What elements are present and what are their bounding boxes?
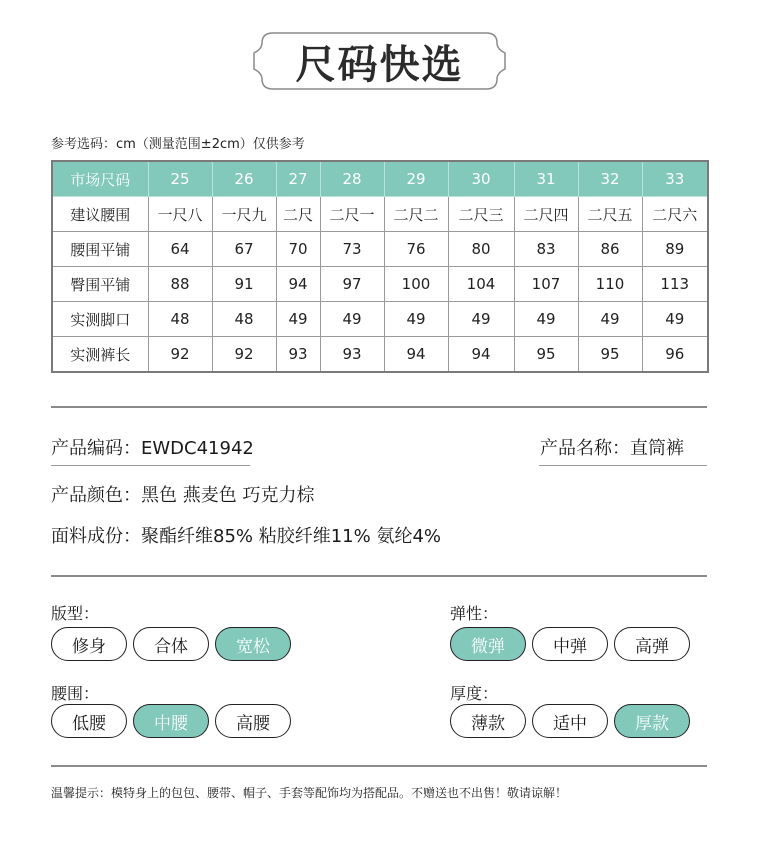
table-cell: 113 (642, 267, 708, 302)
table-cell: 86 (578, 232, 642, 267)
divider (51, 406, 707, 408)
table-cell: 96 (642, 337, 708, 373)
table-cell: 94 (448, 337, 514, 373)
table-header-row (52, 161, 708, 197)
product-code: 产品编码：EWDC41942 (51, 438, 254, 459)
elasticity-option-pill[interactable]: 微弹 (450, 627, 526, 661)
table-cell: 49 (276, 302, 320, 337)
size-header-cell: 27 (276, 161, 320, 197)
reference-note: 参考选码：cm（测量范围±2cm）仅供参考 (51, 137, 305, 152)
table-cell: 49 (320, 302, 384, 337)
product-fabric: 面料成份：聚酯纤维85% 粘胶纤维11% 氨纶4% (51, 526, 442, 547)
size-header-cell: 30 (448, 161, 514, 197)
row-label-cell: 腰围平铺 (52, 232, 148, 267)
thickness-option-pill[interactable]: 适中 (532, 704, 608, 738)
waist-option-pill[interactable]: 低腰 (51, 704, 127, 738)
row-label-cell: 实测裤长 (52, 337, 148, 373)
product-code-underline (51, 465, 250, 466)
elasticity-option-pill[interactable]: 高弹 (614, 627, 690, 661)
page-title: 尺码快选 (295, 41, 464, 88)
fit-options (51, 627, 291, 661)
product-name: 产品名称：直筒裤 (540, 438, 684, 459)
table-row (52, 197, 708, 232)
thickness-option-pill[interactable]: 厚款 (614, 704, 690, 738)
thickness-option-pill[interactable]: 薄款 (450, 704, 526, 738)
fit-option-pill[interactable]: 合体 (133, 627, 209, 661)
table-cell: 二尺四 (514, 197, 578, 232)
size-header-cell: 33 (642, 161, 708, 197)
waist-label: 腰围： (51, 684, 100, 703)
table-cell: 一尺八 (148, 197, 212, 232)
product-name-underline (539, 465, 707, 466)
header-label-cell: 市场尺码 (52, 161, 148, 197)
table-cell: 107 (514, 267, 578, 302)
table-cell: 104 (448, 267, 514, 302)
size-table (51, 160, 709, 373)
elasticity-option-pill[interactable]: 中弹 (532, 627, 608, 661)
table-cell: 一尺九 (212, 197, 276, 232)
table-cell: 49 (514, 302, 578, 337)
size-header-cell: 31 (514, 161, 578, 197)
row-label-cell: 建议腰围 (52, 197, 148, 232)
table-cell: 83 (514, 232, 578, 267)
table-cell: 88 (148, 267, 212, 302)
fit-option-pill[interactable]: 修身 (51, 627, 127, 661)
table-cell: 80 (448, 232, 514, 267)
table-cell: 49 (642, 302, 708, 337)
size-header-cell: 28 (320, 161, 384, 197)
table-row (52, 267, 708, 302)
product-colors: 产品颜色：黑色 燕麦色 巧克力棕 (51, 485, 315, 506)
row-label-cell: 臀围平铺 (52, 267, 148, 302)
table-row (52, 337, 708, 373)
table-cell: 76 (384, 232, 448, 267)
waist-options (51, 704, 291, 738)
waist-option-pill[interactable]: 中腰 (133, 704, 209, 738)
table-cell: 93 (320, 337, 384, 373)
table-cell: 二尺三 (448, 197, 514, 232)
row-label-cell: 实测脚口 (52, 302, 148, 337)
size-header-cell: 32 (578, 161, 642, 197)
table-cell: 70 (276, 232, 320, 267)
table-cell: 二尺五 (578, 197, 642, 232)
table-row (52, 302, 708, 337)
table-cell: 67 (212, 232, 276, 267)
table-cell: 92 (148, 337, 212, 373)
table-cell: 64 (148, 232, 212, 267)
title-banner (253, 31, 506, 91)
divider (51, 575, 707, 577)
elasticity-options (450, 627, 690, 661)
table-cell: 94 (276, 267, 320, 302)
table-cell: 二尺 (276, 197, 320, 232)
table-cell: 94 (384, 337, 448, 373)
waist-option-pill[interactable]: 高腰 (215, 704, 291, 738)
table-cell: 100 (384, 267, 448, 302)
table-cell: 95 (578, 337, 642, 373)
table-cell: 97 (320, 267, 384, 302)
footnote: 温馨提示：模特身上的包包、腰带、帽子、手套等配饰均为搭配品。不赠送也不出售！敬请谅解！ (51, 786, 568, 800)
table-cell: 二尺一 (320, 197, 384, 232)
table-cell: 91 (212, 267, 276, 302)
table-cell: 49 (384, 302, 448, 337)
table-cell: 49 (448, 302, 514, 337)
table-cell: 110 (578, 267, 642, 302)
table-cell: 73 (320, 232, 384, 267)
fit-option-pill[interactable]: 宽松 (215, 627, 291, 661)
table-row (52, 232, 708, 267)
table-cell: 48 (148, 302, 212, 337)
table-cell: 48 (212, 302, 276, 337)
elasticity-label: 弹性： (450, 604, 499, 623)
size-header-cell: 29 (384, 161, 448, 197)
table-cell: 95 (514, 337, 578, 373)
table-cell: 89 (642, 232, 708, 267)
size-header-cell: 25 (148, 161, 212, 197)
table-cell: 93 (276, 337, 320, 373)
table-cell: 92 (212, 337, 276, 373)
fit-label: 版型： (51, 604, 100, 623)
size-header-cell: 26 (212, 161, 276, 197)
thickness-options (450, 704, 690, 738)
table-cell: 二尺二 (384, 197, 448, 232)
divider (51, 765, 707, 767)
table-cell: 二尺六 (642, 197, 708, 232)
thickness-label: 厚度： (450, 684, 499, 703)
table-cell: 49 (578, 302, 642, 337)
